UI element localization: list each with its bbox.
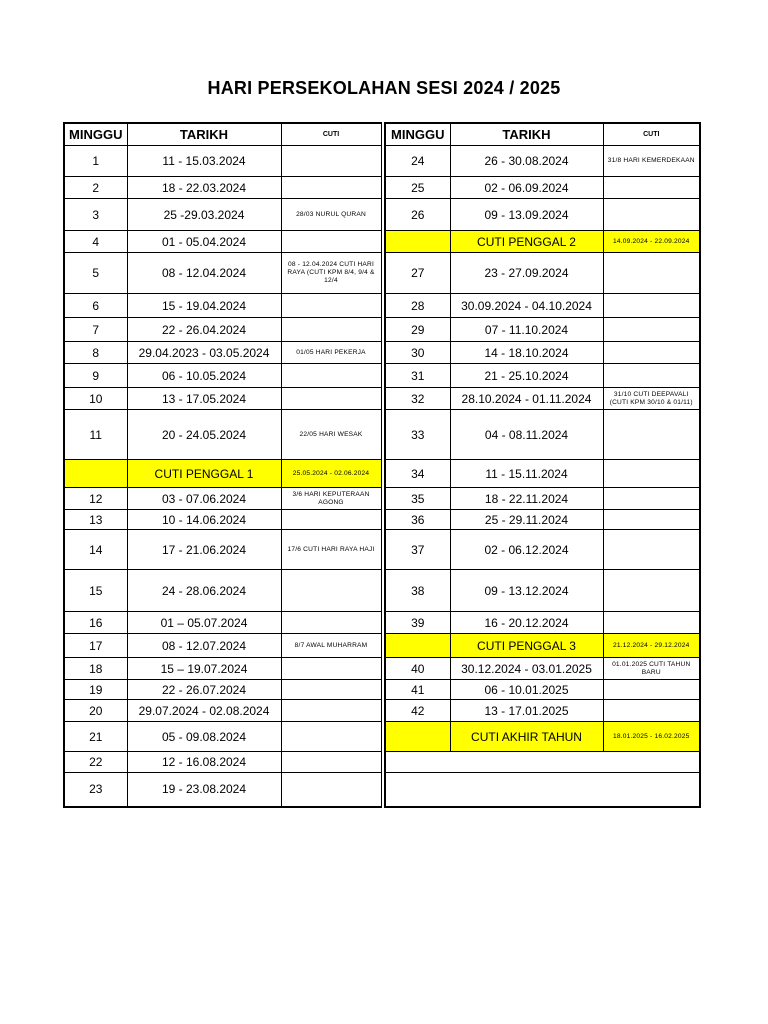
cuti-cell bbox=[603, 177, 700, 199]
empty-cell bbox=[385, 752, 700, 773]
cuti-cell bbox=[281, 364, 381, 388]
tarikh-cell: 09 - 13.12.2024 bbox=[450, 570, 603, 612]
table-row bbox=[64, 570, 381, 612]
table-row bbox=[64, 177, 381, 199]
cuti-cell bbox=[603, 530, 700, 570]
cuti-cell: 18.01.2025 - 16.02.2025 bbox=[603, 722, 700, 752]
table-row bbox=[385, 658, 700, 680]
header-minggu: MINGGU bbox=[64, 123, 127, 146]
cuti-cell bbox=[281, 177, 381, 199]
minggu-cell: 15 bbox=[64, 570, 127, 612]
header-cuti: CUTI bbox=[603, 123, 700, 146]
cuti-cell: 31/10 CUTI DEEPAVALI (CUTI KPM 30/10 & 01/11) bbox=[603, 388, 700, 410]
minggu-cell: 31 bbox=[385, 364, 450, 388]
table-row bbox=[385, 177, 700, 199]
minggu-cell: 11 bbox=[64, 410, 127, 460]
cuti-cell bbox=[281, 612, 381, 634]
cuti-cell: 3/6 HARI KEPUTERAAN AGONG bbox=[281, 488, 381, 510]
cuti-cell bbox=[603, 510, 700, 530]
table-header-row bbox=[64, 123, 381, 146]
table-row bbox=[385, 318, 700, 342]
empty-cell bbox=[385, 773, 700, 807]
minggu-cell: 21 bbox=[64, 722, 127, 752]
cuti-cell: 31/8 HARI KEMERDEKAAN bbox=[603, 146, 700, 177]
minggu-cell: 41 bbox=[385, 680, 450, 700]
tarikh-cell: 02 - 06.12.2024 bbox=[450, 530, 603, 570]
table-row bbox=[64, 364, 381, 388]
table-row bbox=[64, 146, 381, 177]
minggu-cell: 33 bbox=[385, 410, 450, 460]
tarikh-cell: 07 - 11.10.2024 bbox=[450, 318, 603, 342]
tarikh-cell: 24 - 28.06.2024 bbox=[127, 570, 281, 612]
tarikh-cell: 15 – 19.07.2024 bbox=[127, 658, 281, 680]
minggu-cell: 27 bbox=[385, 253, 450, 294]
tarikh-cell: 22 - 26.07.2024 bbox=[127, 680, 281, 700]
tarikh-cell: 29.07.2024 - 02.08.2024 bbox=[127, 700, 281, 722]
minggu-cell bbox=[64, 460, 127, 488]
minggu-cell: 36 bbox=[385, 510, 450, 530]
minggu-cell: 40 bbox=[385, 658, 450, 680]
minggu-cell: 18 bbox=[64, 658, 127, 680]
table-row bbox=[64, 410, 381, 460]
tarikh-cell: 25 - 29.11.2024 bbox=[450, 510, 603, 530]
cuti-cell bbox=[603, 488, 700, 510]
cuti-cell bbox=[281, 658, 381, 680]
minggu-cell: 39 bbox=[385, 612, 450, 634]
cuti-cell: 01/05 HARI PEKERJA bbox=[281, 342, 381, 364]
tarikh-cell: CUTI AKHIR TAHUN bbox=[450, 722, 603, 752]
tarikh-cell: 04 - 08.11.2024 bbox=[450, 410, 603, 460]
tarikh-cell: CUTI PENGGAL 1 bbox=[127, 460, 281, 488]
tarikh-cell: 01 – 05.07.2024 bbox=[127, 612, 281, 634]
header-minggu: MINGGU bbox=[385, 123, 450, 146]
tarikh-cell: 18 - 22.03.2024 bbox=[127, 177, 281, 199]
cuti-cell bbox=[603, 294, 700, 318]
page-title: HARI PERSEKOLAHAN SESI 2024 / 2025 bbox=[207, 78, 561, 98]
tarikh-cell: 09 - 13.09.2024 bbox=[450, 199, 603, 231]
table-row bbox=[385, 253, 700, 294]
header-tarikh: TARIKH bbox=[127, 123, 281, 146]
minggu-cell: 25 bbox=[385, 177, 450, 199]
minggu-cell: 6 bbox=[64, 294, 127, 318]
cuti-cell bbox=[603, 410, 700, 460]
tarikh-cell: 13 - 17.01.2025 bbox=[450, 700, 603, 722]
tarikh-cell: 06 - 10.01.2025 bbox=[450, 680, 603, 700]
cuti-cell: 8/7 AWAL MUHARRAM bbox=[281, 634, 381, 658]
table-row bbox=[64, 700, 381, 722]
table-row bbox=[64, 680, 381, 700]
tarikh-cell: 21 - 25.10.2024 bbox=[450, 364, 603, 388]
table-row bbox=[385, 410, 700, 460]
cuti-cell: 08 - 12.04.2024 CUTI HARI RAYA (CUTI KPM 8/4, 9/4 & 12/4 bbox=[281, 253, 381, 294]
header-tarikh: TARIKH bbox=[450, 123, 603, 146]
table-row bbox=[64, 634, 381, 658]
tarikh-cell: 30.09.2024 - 04.10.2024 bbox=[450, 294, 603, 318]
tarikh-cell: 29.04.2023 - 03.05.2024 bbox=[127, 342, 281, 364]
tarikh-cell: 28.10.2024 - 01.11.2024 bbox=[450, 388, 603, 410]
cuti-cell bbox=[603, 680, 700, 700]
cuti-cell: 25.05.2024 - 02.06.2024 bbox=[281, 460, 381, 488]
cuti-cell: 21.12.2024 - 29.12.2024 bbox=[603, 634, 700, 658]
tarikh-cell: 13 - 17.05.2024 bbox=[127, 388, 281, 410]
minggu-cell: 23 bbox=[64, 773, 127, 807]
minggu-cell: 9 bbox=[64, 364, 127, 388]
cuti-cell bbox=[281, 318, 381, 342]
minggu-cell: 37 bbox=[385, 530, 450, 570]
table-row bbox=[385, 570, 700, 612]
minggu-cell: 29 bbox=[385, 318, 450, 342]
table-row bbox=[385, 364, 700, 388]
table-row bbox=[385, 342, 700, 364]
cuti-cell: 22/05 HARI WESAK bbox=[281, 410, 381, 460]
table-row bbox=[64, 722, 381, 752]
table-row bbox=[64, 488, 381, 510]
minggu-cell bbox=[385, 634, 450, 658]
tarikh-cell: 17 - 21.06.2024 bbox=[127, 530, 281, 570]
tarikh-cell: 15 - 19.04.2024 bbox=[127, 294, 281, 318]
schedule-table-right bbox=[384, 122, 701, 808]
minggu-cell: 32 bbox=[385, 388, 450, 410]
table-row bbox=[385, 773, 700, 807]
tarikh-cell: 11 - 15.03.2024 bbox=[127, 146, 281, 177]
cuti-cell bbox=[603, 199, 700, 231]
table-row bbox=[385, 722, 700, 752]
tarikh-cell: 01 - 05.04.2024 bbox=[127, 231, 281, 253]
table-row bbox=[385, 680, 700, 700]
minggu-cell: 35 bbox=[385, 488, 450, 510]
cuti-cell bbox=[281, 570, 381, 612]
minggu-cell: 5 bbox=[64, 253, 127, 294]
cuti-cell bbox=[281, 231, 381, 253]
table-row bbox=[64, 231, 381, 253]
minggu-cell: 16 bbox=[64, 612, 127, 634]
minggu-cell bbox=[385, 231, 450, 253]
table-row bbox=[385, 700, 700, 722]
header-cuti: CUTI bbox=[281, 123, 381, 146]
tarikh-cell: 02 - 06.09.2024 bbox=[450, 177, 603, 199]
cuti-cell: 01.01.2025 CUTI TAHUN BARU bbox=[603, 658, 700, 680]
minggu-cell: 8 bbox=[64, 342, 127, 364]
minggu-cell: 26 bbox=[385, 199, 450, 231]
cuti-cell bbox=[281, 773, 381, 807]
cuti-cell: 28/03 NURUL QURAN bbox=[281, 199, 381, 231]
cuti-cell bbox=[281, 722, 381, 752]
minggu-cell: 34 bbox=[385, 460, 450, 488]
minggu-cell: 30 bbox=[385, 342, 450, 364]
tarikh-cell: CUTI PENGGAL 3 bbox=[450, 634, 603, 658]
table-row bbox=[64, 658, 381, 680]
table-row bbox=[64, 388, 381, 410]
cuti-cell bbox=[281, 146, 381, 177]
minggu-cell: 2 bbox=[64, 177, 127, 199]
minggu-cell bbox=[385, 722, 450, 752]
table-row bbox=[385, 460, 700, 488]
tarikh-cell: 10 - 14.06.2024 bbox=[127, 510, 281, 530]
tarikh-cell: 03 - 07.06.2024 bbox=[127, 488, 281, 510]
table-row bbox=[385, 634, 700, 658]
tarikh-cell: 08 - 12.07.2024 bbox=[127, 634, 281, 658]
tarikh-cell: 08 - 12.04.2024 bbox=[127, 253, 281, 294]
cuti-cell bbox=[281, 680, 381, 700]
cuti-cell bbox=[281, 388, 381, 410]
cuti-cell bbox=[603, 700, 700, 722]
table-row bbox=[64, 342, 381, 364]
tarikh-cell: 05 - 09.08.2024 bbox=[127, 722, 281, 752]
minggu-cell: 19 bbox=[64, 680, 127, 700]
tarikh-cell: 16 - 20.12.2024 bbox=[450, 612, 603, 634]
tarikh-cell: 12 - 16.08.2024 bbox=[127, 752, 281, 773]
table-row bbox=[64, 510, 381, 530]
table-row bbox=[385, 231, 700, 253]
minggu-cell: 13 bbox=[64, 510, 127, 530]
table-row bbox=[64, 773, 381, 807]
minggu-cell: 12 bbox=[64, 488, 127, 510]
minggu-cell: 42 bbox=[385, 700, 450, 722]
table-header-row bbox=[385, 123, 700, 146]
tarikh-cell: 14 - 18.10.2024 bbox=[450, 342, 603, 364]
table-row bbox=[64, 612, 381, 634]
tarikh-cell: 26 - 30.08.2024 bbox=[450, 146, 603, 177]
minggu-cell: 22 bbox=[64, 752, 127, 773]
table-row bbox=[64, 253, 381, 294]
table-row bbox=[64, 460, 381, 488]
table-row bbox=[385, 510, 700, 530]
cuti-cell bbox=[603, 570, 700, 612]
tarikh-cell: 20 - 24.05.2024 bbox=[127, 410, 281, 460]
table-row bbox=[385, 199, 700, 231]
table-row bbox=[64, 318, 381, 342]
table-row bbox=[385, 752, 700, 773]
table-row bbox=[385, 388, 700, 410]
tarikh-cell: 18 - 22.11.2024 bbox=[450, 488, 603, 510]
cuti-cell bbox=[603, 342, 700, 364]
cuti-cell bbox=[603, 612, 700, 634]
table-row bbox=[64, 530, 381, 570]
cuti-cell bbox=[603, 318, 700, 342]
minggu-cell: 38 bbox=[385, 570, 450, 612]
minggu-cell: 3 bbox=[64, 199, 127, 231]
cuti-cell bbox=[281, 294, 381, 318]
tarikh-cell: 11 - 15.11.2024 bbox=[450, 460, 603, 488]
cuti-cell bbox=[603, 364, 700, 388]
minggu-cell: 10 bbox=[64, 388, 127, 410]
cuti-cell bbox=[281, 700, 381, 722]
tarikh-cell: CUTI PENGGAL 2 bbox=[450, 231, 603, 253]
cuti-cell bbox=[603, 253, 700, 294]
minggu-cell: 4 bbox=[64, 231, 127, 253]
table-row bbox=[385, 612, 700, 634]
cuti-cell bbox=[603, 460, 700, 488]
minggu-cell: 1 bbox=[64, 146, 127, 177]
table-row bbox=[385, 488, 700, 510]
table-row bbox=[64, 199, 381, 231]
tarikh-cell: 19 - 23.08.2024 bbox=[127, 773, 281, 807]
minggu-cell: 17 bbox=[64, 634, 127, 658]
minggu-cell: 20 bbox=[64, 700, 127, 722]
cuti-cell bbox=[281, 752, 381, 773]
tarikh-cell: 25 -29.03.2024 bbox=[127, 199, 281, 231]
table-row bbox=[385, 146, 700, 177]
table-row bbox=[385, 530, 700, 570]
tarikh-cell: 23 - 27.09.2024 bbox=[450, 253, 603, 294]
table-row bbox=[385, 294, 700, 318]
minggu-cell: 28 bbox=[385, 294, 450, 318]
schedule-table-left bbox=[63, 122, 382, 808]
minggu-cell: 14 bbox=[64, 530, 127, 570]
tarikh-cell: 06 - 10.05.2024 bbox=[127, 364, 281, 388]
minggu-cell: 24 bbox=[385, 146, 450, 177]
cuti-cell: 14.09.2024 - 22.09.2024 bbox=[603, 231, 700, 253]
table-row bbox=[64, 752, 381, 773]
table-row bbox=[64, 294, 381, 318]
cuti-cell: 17/6 CUTI HARI RAYA HAJI bbox=[281, 530, 381, 570]
minggu-cell: 7 bbox=[64, 318, 127, 342]
tarikh-cell: 22 - 26.04.2024 bbox=[127, 318, 281, 342]
cuti-cell bbox=[281, 510, 381, 530]
tarikh-cell: 30.12.2024 - 03.01.2025 bbox=[450, 658, 603, 680]
